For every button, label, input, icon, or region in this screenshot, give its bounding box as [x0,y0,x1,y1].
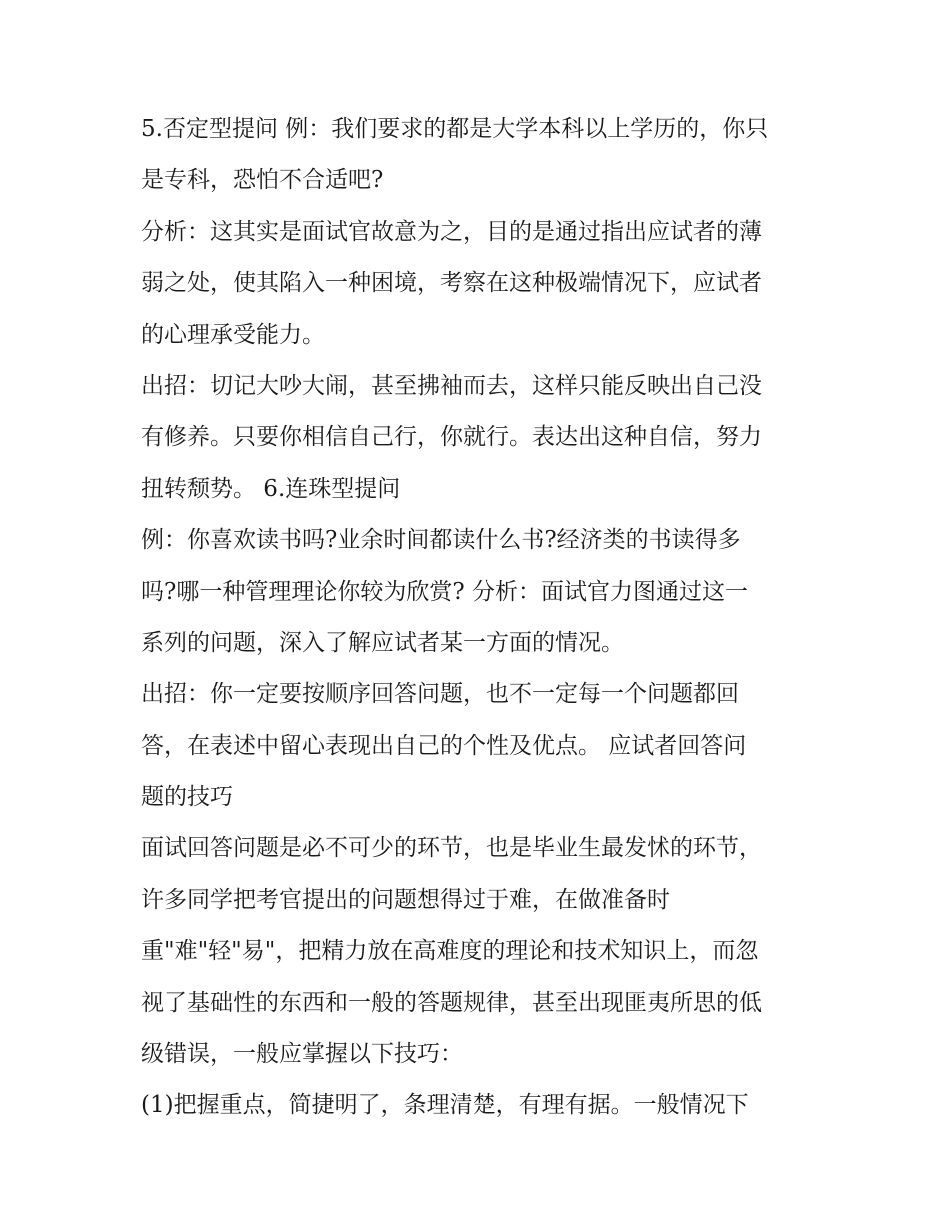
text-line: 的心理承受能力。 [141,321,325,348]
text-line: 例：你喜欢读书吗?业余时间都读什么书?经济类的书读得多 [141,527,741,554]
text-line: 分析：这其实是面试官故意为之，目的是通过指出应试者的薄 [141,218,762,245]
text-line: 有修养。只要你相信自己行，你就行。表达出这种自信，努力 [141,424,762,451]
text-line: 视了基础性的东西和一般的答题规律，甚至出现匪夷所思的低 [141,989,762,1016]
text-line: (1)把握重点，简捷明了，条理清楚，有理有据。一般情况下 [141,1092,749,1119]
text-line: 出招：切记大吵大闹，甚至拂袖而去，这样只能反映出自己没 [141,372,762,399]
text-line: 答，在表述中留心表现出自己的个性及优点。 应试者回答问 [141,732,747,759]
text-line: 系列的问题，深入了解应试者某一方面的情况。 [141,629,624,656]
text-line: 题的技巧 [141,784,233,811]
text-line: 重"难"轻"易"，把精力放在高难度的理论和技术知识上，而忽 [141,938,759,965]
text-line: 级错误，一般应掌握以下技巧： [141,1041,463,1068]
text-line: 是专科，恐怕不合适吧? [141,167,384,194]
document-body [141,104,821,1132]
text-line: 5.否定型提问 例：我们要求的都是大学本科以上学历的，你只 [141,116,769,142]
text-line: 扭转颓势。 6.连珠型提问 [141,475,401,502]
text-line: 面试回答问题是必不可少的环节，也是毕业生最发怵的环节， [141,835,762,862]
text-line: 吗?哪一种管理理论你较为欣赏? 分析：面试官力图通过这一 [141,578,748,605]
text-line: 出招：你一定要按顺序回答问题，也不一定每一个问题都回 [141,681,739,708]
text-line: 许多同学把考官提出的问题想得过于难，在做准备时 [141,886,670,913]
text-line: 弱之处，使其陷入一种困境，考察在这种极端情况下，应试者 [141,270,762,297]
